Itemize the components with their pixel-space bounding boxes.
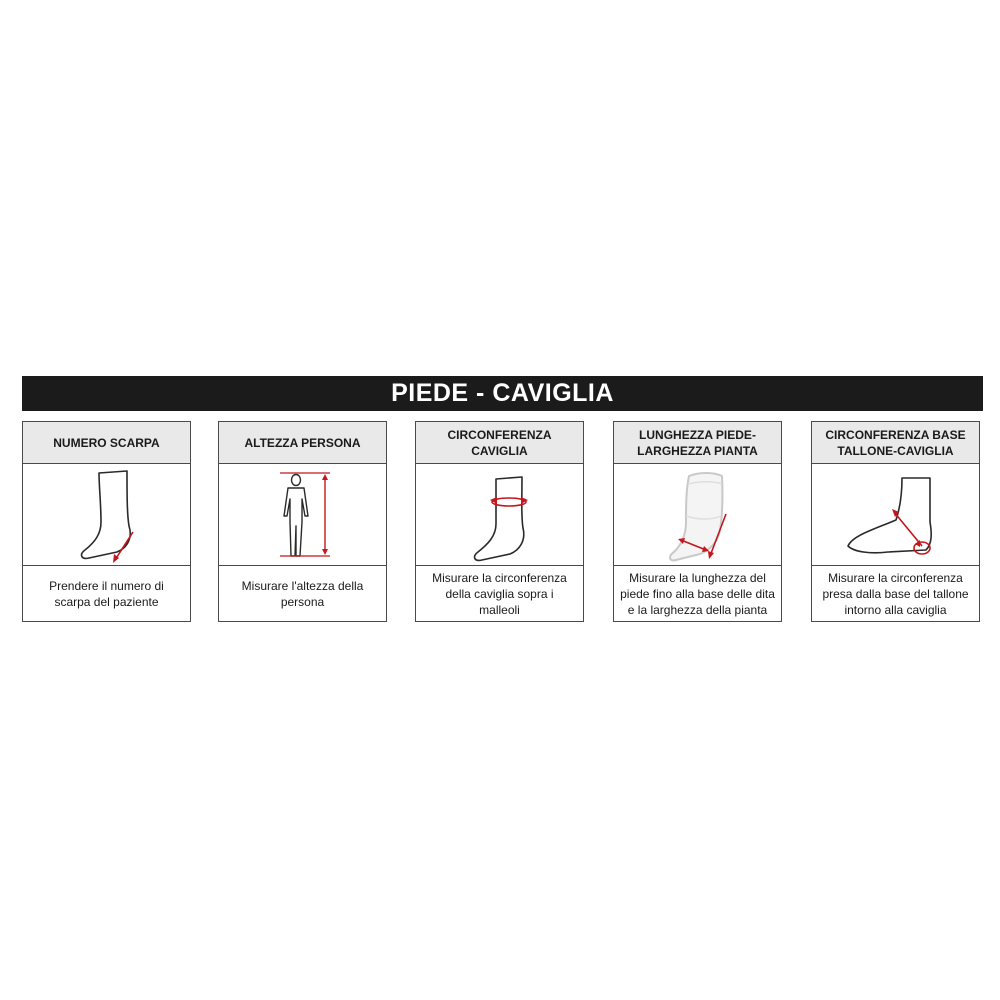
card-illustration: [23, 464, 190, 566]
card-description: [23, 566, 190, 622]
card-illustration: [416, 464, 583, 566]
heel-ankle-circumference-icon: [812, 464, 979, 565]
card-altezza-persona: [218, 421, 387, 622]
ankle-circumference-icon: [416, 464, 583, 565]
description-text: Prendere il numero di scarpa del paziente: [49, 579, 164, 609]
card-title: ALTEZZA PERSONA: [244, 435, 361, 450]
card-title: CIRCONFERENZA CAVIGLIA: [447, 427, 552, 458]
card-illustration: [812, 464, 979, 566]
foot-length-width-icon: [614, 464, 781, 565]
card-header: [23, 422, 190, 464]
description-text: Misurare la circonferenza presa dalla base del tallone intorno alla caviglia: [822, 571, 969, 617]
card-description: [416, 566, 583, 622]
card-header: [219, 422, 386, 464]
card-title: CIRCONFERENZA BASE TALLONE-CAVIGLIA: [825, 427, 966, 458]
card-description: [812, 566, 979, 622]
card-header: [614, 422, 781, 464]
card-title: LUNGHEZZA PIEDE- LARGHEZZA PIANTA: [637, 427, 758, 458]
card-title: NUMERO SCARPA: [53, 435, 160, 450]
card-numero-scarpa: [22, 421, 191, 622]
card-header: [812, 422, 979, 464]
card-description: [219, 566, 386, 622]
card-lunghezza-larghezza: [613, 421, 782, 622]
card-illustration: [614, 464, 781, 566]
title-banner: [22, 376, 983, 411]
card-circonferenza-caviglia: [415, 421, 584, 622]
card-illustration: [219, 464, 386, 566]
card-circonferenza-tallone: [811, 421, 980, 622]
foot-sole-arrow-icon: [23, 464, 190, 565]
person-height-icon: [219, 464, 386, 565]
description-text: Misurare l'altezza della persona: [241, 579, 364, 609]
description-text: Misurare la circonferenza della caviglia sopra i malleoli: [432, 571, 567, 617]
card-description: [614, 566, 781, 622]
banner-title: PIEDE - CAVIGLIA: [391, 379, 614, 407]
card-header: [416, 422, 583, 464]
description-text: Misurare la lunghezza del piede fino alla base delle dita e la larghezza della pianta: [620, 571, 775, 617]
